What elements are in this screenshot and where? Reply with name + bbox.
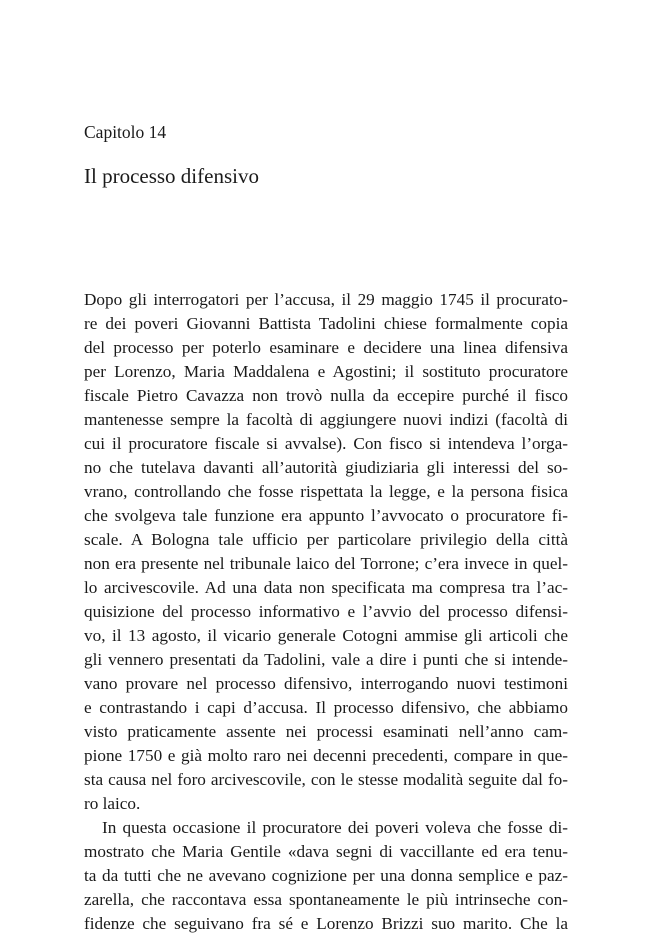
text-line: scale. A Bologna tale ufficio per particolare privilegio della città bbox=[84, 530, 568, 549]
text-line: che svolgeva tale funzione era appunto l’avvocato o procuratore fi- bbox=[84, 506, 568, 525]
text-line: per Lorenzo, Maria Maddalena e Agostini; il sostituto procuratore bbox=[84, 362, 568, 381]
body-text bbox=[84, 288, 568, 936]
text-line: e contrastando i capi d’accusa. Il processo difensivo, che abbiamo bbox=[84, 698, 568, 717]
text-line: vo, il 13 agosto, il vicario generale Cotogni ammise gli articoli che bbox=[84, 626, 568, 645]
text-line: quisizione del processo informativo e l’avvio del processo difensi- bbox=[84, 602, 568, 621]
text-line: vrano, controllando che fosse rispettata la legge, e la persona fisica bbox=[84, 482, 568, 501]
paragraph-last-line: ro laico. bbox=[84, 794, 141, 813]
text-line: sta causa nel foro arcivescovile, con le stesse modalità seguite dal fo- bbox=[84, 770, 568, 789]
text-line: visto praticamente assente nei processi esaminati nell’anno cam- bbox=[84, 722, 568, 741]
chapter-label: Capitolo 14 bbox=[84, 122, 167, 142]
text-line: pione 1750 e già molto raro nei decenni precedenti, compare in que- bbox=[84, 746, 568, 765]
text-line: mostrato che Maria Gentile «dava segni di vaccillante ed era tenu- bbox=[84, 842, 568, 861]
text-line: vano provare nel processo difensivo, interrogando nuovi testimoni bbox=[84, 674, 568, 693]
text-line: zarella, che raccontava essa spontaneamente le più intrinseche con- bbox=[84, 890, 568, 909]
text-line: non era presente nel tribunale laico del Torrone; c’era invece in quel- bbox=[84, 554, 568, 573]
text-line: fidenze che seguivano fra sé e Lorenzo Brizzi suo marito. Che la bbox=[84, 914, 568, 933]
text-line: re dei poveri Giovanni Battista Tadolini chiese formalmente copia bbox=[84, 314, 568, 333]
text-line: gli vennero presentati da Tadolini, vale a dire i punti che si intende- bbox=[84, 650, 568, 669]
text-line: cui il procuratore fiscale si avvalse). Con fisco si intendeva l’orga- bbox=[84, 434, 568, 453]
text-line: fiscale Pietro Cavazza non trovò nulla da eccepire purché il fisco bbox=[84, 386, 568, 405]
text-line: mantenesse sempre la facoltà di aggiungere nuovi indizi (facoltà di bbox=[84, 410, 568, 429]
text-line: no che tutelava davanti all’autorità giudiziaria gli interessi del so- bbox=[84, 458, 568, 477]
paragraph-first-line: In questa occasione il procuratore dei poveri voleva che fosse di- bbox=[102, 818, 568, 837]
text-line: del processo per poterlo esaminare e decidere una linea difensiva bbox=[84, 338, 568, 357]
chapter-title: Il processo difensivo bbox=[84, 164, 259, 188]
text-line: ta da tutti che ne avevano cognizione per una donna semplice e paz- bbox=[84, 866, 568, 885]
text-line: lo arcivescovile. Ad una data non specificata ma compresa tra l’ac- bbox=[84, 578, 568, 597]
text-line: Dopo gli interrogatori per l’accusa, il 29 maggio 1745 il procurato- bbox=[84, 290, 568, 309]
